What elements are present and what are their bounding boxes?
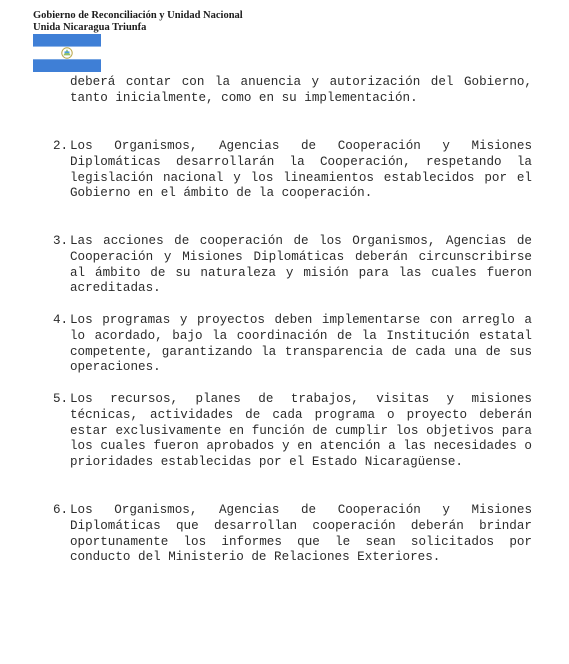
continuation-paragraph: deberá contar con la anuencia y autorización del Gobierno, tanto inicialmente, como en su implementación. [70, 75, 532, 105]
list-item-text: Los recursos, planes de trabajos, visitas y misiones técnicas, actividades de cada programa o proyecto deberán estar exclusivamente en función de cumplir los objetivos para los cuales fueron aprobados y en atención a las necesidades o prioridades establecidas por el Estado Nicaragüense. [70, 392, 532, 470]
list-item-text: Los Organismos, Agencias de Cooperación y Misiones Diplomáticas que desarrollan cooperación deberán brindar oportunamente los informes que le sean solicitados por conducto del Ministerio de Relaciones Exteriores. [70, 503, 532, 565]
list-item [53, 313, 532, 376]
list-item [53, 234, 532, 297]
letterhead-government-name: Gobierno de Reconciliación y Unidad Nacional [33, 10, 243, 21]
list-item-number: 2. [53, 139, 69, 153]
flag-top-stripe [33, 34, 101, 47]
nicaragua-flag-icon [33, 34, 101, 72]
list-item [53, 392, 532, 471]
letterhead-slogan: Unida Nicaragua Triunfa [33, 22, 147, 33]
flag-bottom-stripe [33, 59, 101, 72]
list-item [53, 139, 532, 202]
list-item [53, 503, 532, 566]
list-item-text: Los Organismos, Agencias de Cooperación y Misiones Diplomáticas desarrollarán la Cooperación, respetando la legislación nacional y los lineamientos establecidos por el Gobierno en el ámbito de la cooperación. [70, 139, 532, 201]
list-item-text: Los programas y proyectos deben implementarse con arreglo a lo acordado, bajo la coordinación de la Institución estatal competente, garantizando la transparencia de cada una de sus operaciones. [70, 313, 532, 375]
letterhead [33, 10, 243, 34]
flag-emblem-sky [65, 51, 70, 53]
list-item-number: 4. [53, 313, 69, 327]
list-item-number: 5. [53, 392, 69, 406]
list-item-number: 3. [53, 234, 69, 248]
list-item-text: Las acciones de cooperación de los Organismos, Agencias de Cooperación y Misiones Diplomáticas deberán circunscribirse al ámbito de su naturaleza y misión para las cuales fueron acreditadas. [70, 234, 532, 296]
list-item-number: 6. [53, 503, 69, 517]
